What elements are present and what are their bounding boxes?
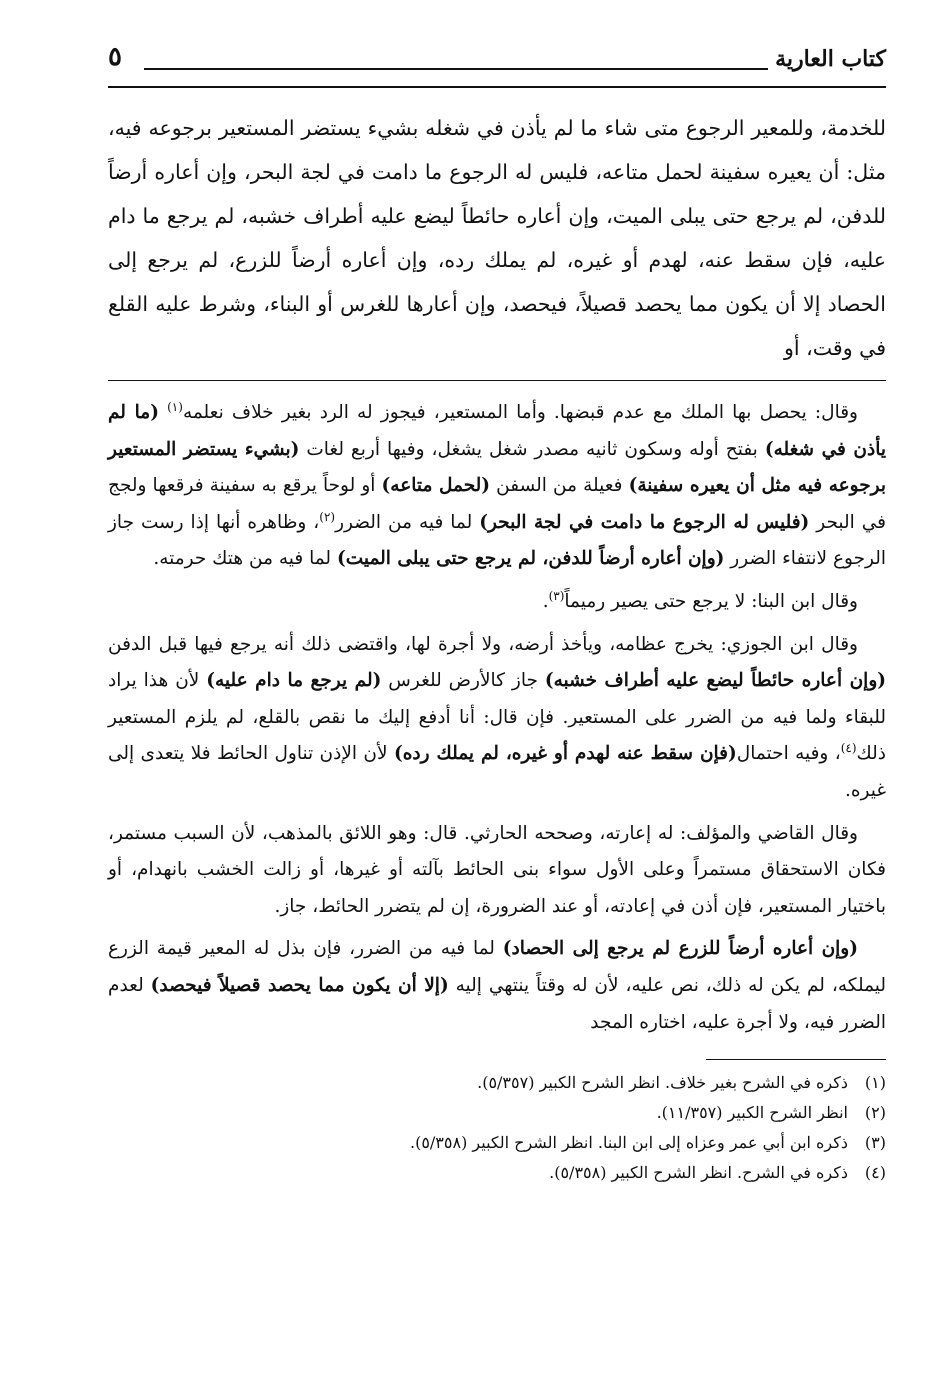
quoted-matn: (لحمل متاعه) bbox=[381, 475, 491, 497]
footnote-number: (٤) bbox=[864, 1163, 886, 1183]
quoted-matn: (ما لم يأذن في شغله) bbox=[108, 402, 886, 460]
footnote-text: ذكره في الشرح. انظر الشرح الكبير (٥/٣٥٨). bbox=[549, 1163, 848, 1183]
commentary-text: جاز كالأرض للغرس bbox=[381, 670, 545, 692]
footnote-text: انظر الشرح الكبير (١١/٣٥٧). bbox=[656, 1103, 848, 1123]
commentary-text: وقال ابن الجوزي: يخرج عظامه، ويأخذ أرضه، ولا أجرة لها، واقتضى ذلك أنه يرجع فيها قبل الدفن bbox=[108, 633, 858, 655]
footnote-number: (١) bbox=[864, 1073, 886, 1093]
commentary-text: لما فيه من الضرر، فإن بذل له المعير قيمة الزرع ليملكه، لم يكن له ذلك، نص عليه، لأن له وقتاً ينتهي إليه bbox=[108, 938, 887, 996]
footnote-number: (٣) bbox=[864, 1133, 886, 1153]
footnote-rule bbox=[706, 1059, 886, 1060]
main-text bbox=[108, 106, 886, 370]
quoted-matn: (لم يرجع ما دام عليه) bbox=[206, 670, 382, 692]
footnote-ref-1: (١) bbox=[167, 399, 183, 414]
quoted-matn: (إلا أن يكون مما يحصد قصيلاً فيحصد) bbox=[150, 974, 449, 996]
quoted-matn: (فليس له الرجوع ما دامت في لجة البحر) bbox=[479, 511, 810, 533]
commentary-paragraph-5 bbox=[108, 931, 886, 1041]
commentary-paragraph-4: وقال القاضي والمؤلف: له إعارته، وصححه الحارثي. قال: وهو اللائق بالمذهب، لأن السبب مستمر، فكان الاستحقاق مستمراً وعلى الأول سواء بنى الحائط بآلته أو غيرها، أو زالت الخشب بانهدام، أو باختيار المستعير، فإن أذن في إعادته، أو عند الضرورة، إن لم يتضرر الحائط، جاز. bbox=[108, 822, 886, 917]
footnote-2 bbox=[108, 1098, 886, 1128]
commentary-text: ، وظاهره أنها إذا رست جاز الرجوع لانتفاء الضرر bbox=[108, 511, 886, 570]
main-text-paragraph: للخدمة، وللمعير الرجوع متى شاء ما لم يأذن في شغله بشيء يستضر المستعير برجوعه فيه، مثل: أن يعيره سفينة لحمل متاعه، فليس له الرجوع ما دامت في لجة البحر، وإن أعاره أرضاً للدفن، لم يرجع حتى يبلى الميت، وإن أعاره حائطاً ليضع عليه أطراف خشبه، لم يرجع ما دام عليه، فإن سقط عنه، لهدم أو غيره، لم يملك رده، وإن أعاره أرضاً للزرع، لم يرجع إلى الحصاد إلا أن يكون مما يحصد قصيلاً، فيحصد، وإن أعارها للغرس أو البناء، وشرط عليه القلع في وقت، أو bbox=[108, 116, 886, 360]
footnotes bbox=[108, 1068, 886, 1188]
commentary-text: لعدم الضرر فيه، ولا أجرة عليه، اختاره المجد bbox=[108, 974, 886, 1033]
commentary-text: . bbox=[542, 590, 549, 612]
footnote-number: (٢) bbox=[864, 1103, 886, 1123]
commentary-text: بفتح أوله وسكون ثانيه مصدر شغل يشغل، وفيها أربع لغات bbox=[299, 438, 765, 460]
page-header bbox=[108, 40, 886, 84]
footnote-text: ذكره في الشرح بغير خلاف. انظر الشرح الكبير (٥/٣٥٧). bbox=[477, 1073, 848, 1093]
commentary-text: أو لوحاً يرقع به سفينة فرقعها ولجج في البحر bbox=[108, 475, 886, 533]
text-separator-rule bbox=[108, 380, 886, 381]
commentary-text: لأن الإذن تناول الحائط فلا يتعدى إلى غيره. bbox=[108, 743, 886, 801]
quoted-matn: (بشيء يستضر المستعير برجوعه فيه مثل أن يعيره سفينة) bbox=[108, 438, 886, 497]
footnote-3 bbox=[108, 1128, 886, 1158]
footnote-4 bbox=[108, 1158, 886, 1188]
footnote-1 bbox=[108, 1068, 886, 1098]
quoted-matn: (وإن أعاره حائطاً ليضع عليه أطراف خشبه) bbox=[544, 670, 887, 692]
commentary-text: لما فيه من هتك حرمته. bbox=[153, 548, 337, 570]
footnote-ref-3: (٣) bbox=[548, 588, 565, 603]
running-title: كتاب العارية bbox=[775, 46, 886, 72]
commentary-text: وقال: يحصل بها الملك مع عدم قبضها. وأما المستعير، فيجوز له الرد بغير خلاف نعلمه bbox=[182, 402, 858, 423]
commentary-text: لأن هذا يراد للبقاء ولما فيه من الضرر على المستعير. فإن قال: أنا أدفع إليك ما نقص بالقلع، لم يلزم المستعير ذلك bbox=[108, 670, 886, 765]
header-dash-line bbox=[144, 68, 768, 70]
page-number: ٥ bbox=[108, 42, 122, 72]
book-page bbox=[108, 40, 886, 1188]
header-rule bbox=[108, 86, 886, 88]
quoted-matn: (فإن سقط عنه لهدم أو غيره، لم يملك رده) bbox=[393, 743, 737, 765]
commentary-text: ، وفيه احتمال bbox=[736, 743, 841, 765]
quoted-matn: (وإن أعاره أرضاً للدفن، لم يرجع حتى يبلى الميت) bbox=[336, 548, 725, 570]
commentary-paragraph-2 bbox=[108, 584, 886, 621]
commentary bbox=[108, 395, 886, 1041]
commentary-paragraph-1 bbox=[108, 395, 886, 578]
commentary-paragraph-3 bbox=[108, 627, 886, 810]
footnote-ref-4: (٤) bbox=[840, 741, 857, 756]
commentary-text: وقال ابن البنا: لا يرجع حتى يصير رميماً bbox=[564, 590, 858, 612]
footnote-ref-2: (٢) bbox=[319, 509, 336, 524]
commentary-text: فعيلة من السفن bbox=[490, 475, 629, 497]
footnote-text: ذكره ابن أبي عمر وعزاه إلى ابن البنا. انظر الشرح الكبير (٥/٣٥٨). bbox=[409, 1133, 848, 1153]
commentary-text: لما فيه من الضرر bbox=[335, 511, 480, 533]
quoted-matn: (وإن أعاره أرضاً للزرع لم يرجع إلى الحصاد) bbox=[502, 938, 858, 960]
